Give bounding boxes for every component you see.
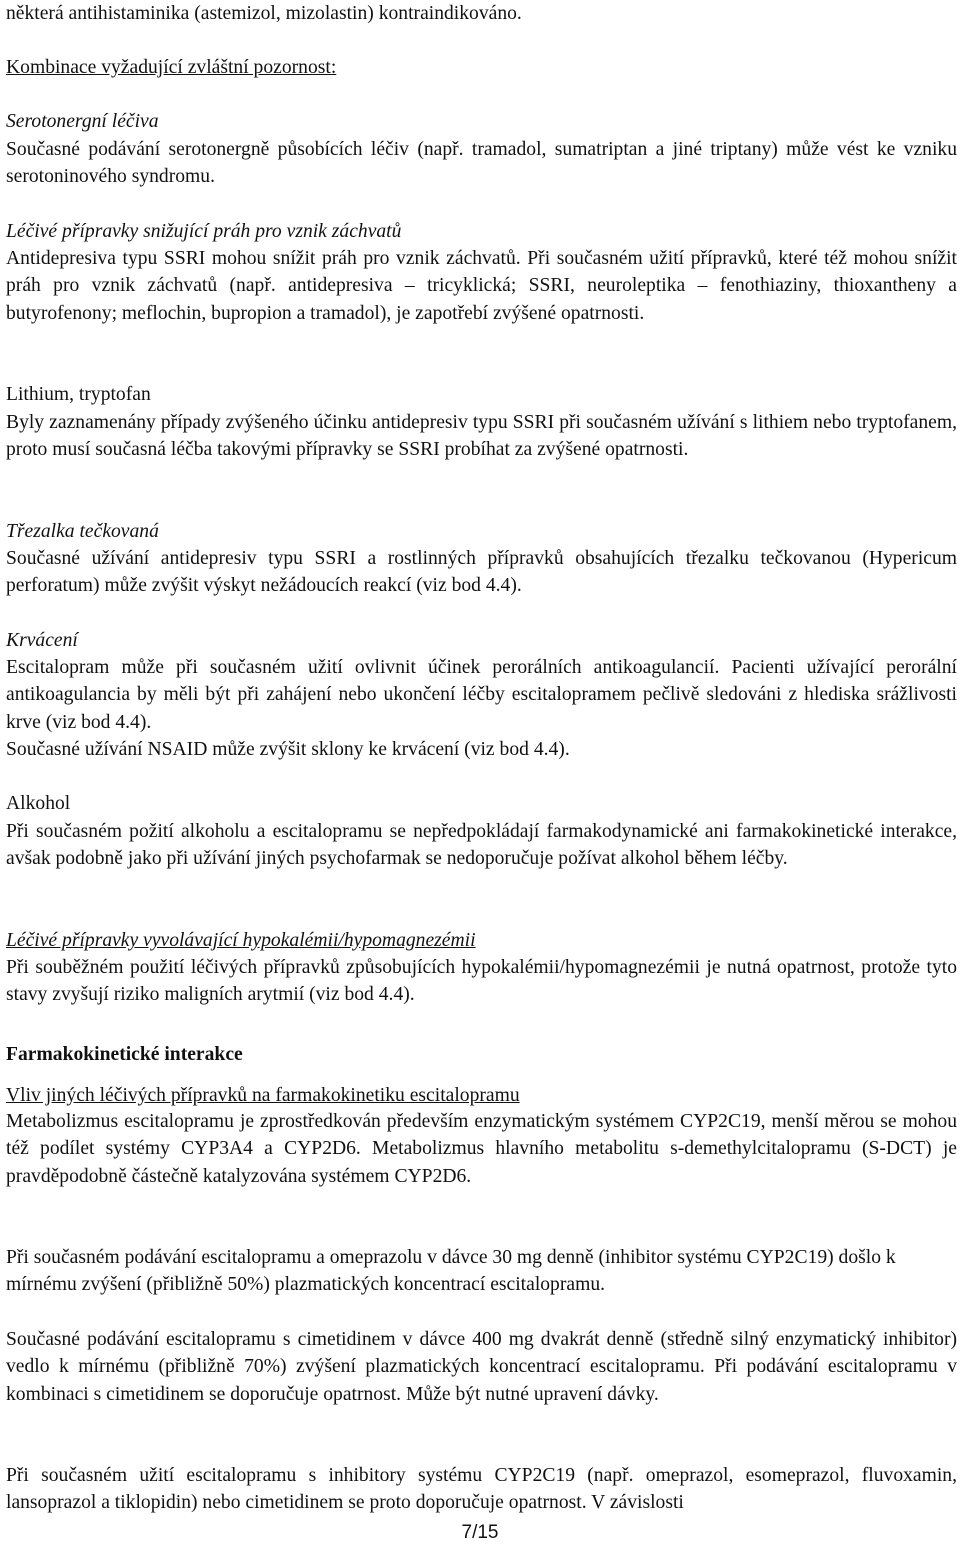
paragraph-metabolism: Metabolizmus escitalopramu je zprostředkován především enzymatickým systémem CYP2C19, menší měrou se mohou též podílet systémy CYP3A4 a CYP2D6. Metabolizmus hlavního metabolitu s-demethylcitalopramu (S-DCT) je pravděpodobně částečně katalyzována systémem CYP2D6. (6, 1111, 957, 1187)
paragraph-seizure-threshold: Antidepresiva typu SSRI mohou snížit práh pro vznik záchvatů. Při současném užití přípravků, které též mohou snížit práh pro vznik záchvatů (např. antidepresiva – tricyklická; SSRI, neuroleptika – fenothiaziny, thioxantheny a butyrofenony; meflochin, bupropion a tramadol), je zapotřebí zvýšené opatrnosti. (6, 248, 957, 324)
subheading-hypokalemia: Léčivé přípravky vyvolávající hypokalémii/hypomagnezémii (6, 930, 476, 951)
paragraph-cimetidine: Současné podávání escitalopramu s cimetidinem v dávce 400 mg dvakrát denně (středně silný enzymatický inhibitor) vedlo k mírnému (přibližně 70%) zvýšení plazmatických koncentrací escitalopramu. Při podávání escitalopramu v kombinaci s cimetidinem se doporučuje opatrnost. Může být nutné upravení dávky. (6, 1329, 957, 1405)
paragraph-omeprazole: Při současném podávání escitalopramu a omeprazolu v dávce 30 mg denně (inhibitor systému CYP2C19) došlo k mírnému zvýšení (přibližně 50%) plazmatických koncentrací escitalopramu. (6, 1247, 896, 1296)
paragraph-nsaid: Současné užívání NSAID může zvýšit sklony ke krvácení (viz bod 4.4). (6, 739, 570, 760)
paragraph-lithium: Byly zaznamenány případy zvýšeného účinku antidepresiv typu SSRI při současném užívání s lithiem nebo tryptofanem, proto musí současná léčba takovými přípravky se SSRI probíhat za zvýšené opatrnosti. (6, 412, 957, 461)
paragraph-cyp2c19-inhibitors: Při současném užití escitalopramu s inhibitory systému CYP2C19 (např. omeprazol, esomeprazol, fluvoxamin, lansoprazol a tiklopidin) nebo cimetidinem se proto doporučuje opatrnost. V závislosti (6, 1465, 957, 1514)
paragraph-st-johns-wort: Současné užívání antidepresiv typu SSRI a rostlinných přípravků obsahujících třezalku tečkovanou (Hypericum perforatum) může zvýšit výskyt nežádoucích reakcí (viz bod 4.4). (6, 548, 957, 597)
subheading-st-johns-wort: Třezalka tečkovaná (6, 521, 159, 542)
paragraph-hypokalemia: Při souběžném použití léčivých přípravků způsobujících hypokalémii/hypomagnezémii je nutná opatrnost, protože tyto stavy zvyšují riziko maligních arytmií (viz bod 4.4). (6, 957, 957, 1006)
subheading-seizure-threshold: Léčivé přípravky snižující práh pro vznik záchvatů (6, 221, 402, 242)
paragraph-alcohol: Při současném požití alkoholu a escitalopramu se nepředpokládají farmakodynamické ani farmakokinetické interakce, avšak podobně jako při užívání jiných psychofarmak se nedoporučuje požívat alkohol během léčby. (6, 821, 957, 870)
subheading-other-drugs-effect: Vliv jiných léčivých přípravků na farmakokinetiku escitalopramu (6, 1085, 520, 1106)
paragraph-serotonergic: Současné podávání serotonergně působících léčiv (např. tramadol, sumatriptan a jiné triptany) může vést ke vzniku serotoninového syndromu. (6, 139, 957, 188)
subheading-serotonergic: Serotonergní léčiva (6, 111, 159, 132)
heading-combinations-caution: Kombinace vyžadující zvláštní pozornost: (6, 57, 337, 78)
page-number: 7/15 (461, 1522, 499, 1543)
paragraph-bleeding: Escitalopram může při současném užití ovlivnit účinek perorálních antikoagulancií. Pacienti užívající perorální antikoagulancia by měli být při zahájení nebo ukončení léčby escitalopramem pečlivě sledováni z hlediska srážlivosti krve (viz bod 4.4). (6, 657, 957, 733)
subheading-bleeding: Krvácení (6, 630, 78, 651)
text-line-contraindication: některá antihistaminika (astemizol, mizolastin) kontraindikováno. (6, 3, 522, 24)
heading-pharmacokinetic: Farmakokinetické interakce (6, 1044, 243, 1065)
subheading-lithium: Lithium, tryptofan (6, 384, 151, 405)
subheading-alcohol: Alkohol (6, 793, 71, 814)
